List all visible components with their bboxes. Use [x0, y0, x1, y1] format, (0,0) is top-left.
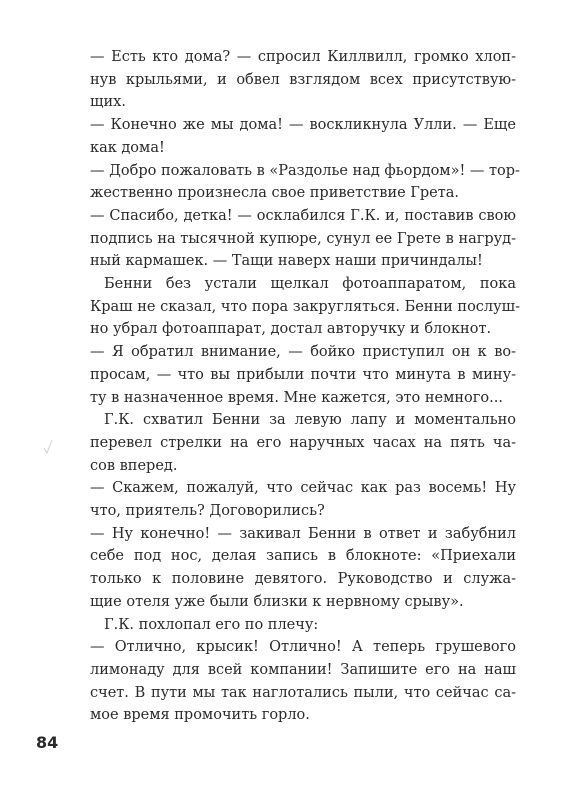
paragraph: [90, 341, 516, 409]
text-line: перевел стрелки на его наручных часах на пять ча-: [90, 434, 516, 451]
text-line: мое время промочить горло.: [90, 707, 310, 724]
text-line: счет. В пути мы так наглотались пыли, что сейчас са-: [90, 684, 516, 701]
paragraph: [90, 477, 516, 522]
text-line: себе под нос, делая запись в блокноте: «Приехали: [90, 548, 516, 565]
text-line: — Есть кто дома? — спросил Киллвилл, громко хлоп-: [90, 49, 516, 65]
text-line: — Скажем, пожалуй, что сейчас как раз восемь! Ну: [90, 480, 516, 497]
text-line: сов вперед.: [90, 457, 178, 474]
text-line: подпись на тысячной купюре, сунул ее Грете в нагруд-: [90, 230, 516, 247]
paragraph: [90, 114, 516, 159]
paragraph: [90, 273, 521, 341]
paragraph: [90, 614, 516, 637]
text-line: — Спасибо, детка! — осклабился Г.К. и, поставив свою: [90, 207, 516, 224]
paragraph: [90, 523, 516, 614]
text-line: Краш не сказал, что пора закругляться. Бенни послуш-: [90, 298, 521, 315]
text-line: — Ну конечно! — закивал Бенни в ответ и забубнил: [90, 525, 516, 542]
text-line: просам, — что вы прибыли почти что минута в мину-: [90, 366, 516, 383]
text-line: что, приятель? Договорились?: [90, 503, 325, 520]
text-line: но убрал фотоаппарат, достал авторучку и блокнот.: [90, 321, 492, 338]
text-line: только к половине девятого. Руководство и служа-: [90, 571, 516, 588]
paragraph: [90, 160, 520, 205]
text-line: Г.К. похлопал его по плечу:: [104, 616, 319, 633]
page-number: 84: [36, 733, 59, 752]
text-line: лимонаду для всей компании! Запишите его на наш: [90, 661, 516, 678]
paragraph: [90, 205, 516, 273]
text-line: нув крыльями, и обвел взглядом всех присутствую-: [90, 71, 516, 88]
paragraph: [90, 409, 516, 477]
text-line: — Конечно же мы дома! — воскликнула Улли. — Еще: [90, 117, 516, 134]
text-line: щие отеля уже были близки к нервному срыву».: [90, 593, 464, 610]
body-text: [90, 46, 521, 727]
text-line: щих.: [90, 94, 126, 111]
paragraph: [90, 46, 516, 114]
text-line: как дома!: [90, 139, 165, 156]
text-line: Г.К. схватил Бенни за левую лапу и моментально: [104, 412, 516, 429]
pencil-tick-mark: [42, 438, 54, 456]
text-line: ный кармашек. — Тащи наверх наши причиндалы!: [90, 253, 483, 270]
text-line: жественно произнесла свое приветствие Грета.: [90, 185, 460, 202]
text-line: Бенни без устали щелкал фотоаппаратом, пока: [104, 276, 516, 293]
text-line: — Добро пожаловать в «Раздолье над фьордом»! — тор-: [90, 162, 520, 179]
text-line: — Я обратил внимание, — бойко приступил он к во-: [90, 344, 516, 361]
paragraph: [90, 636, 516, 727]
text-line: — Отлично, крысик! Отлично! А теперь грушевого: [90, 639, 516, 656]
text-line: ту в назначенное время. Мне кажется, это немного...: [90, 389, 503, 406]
